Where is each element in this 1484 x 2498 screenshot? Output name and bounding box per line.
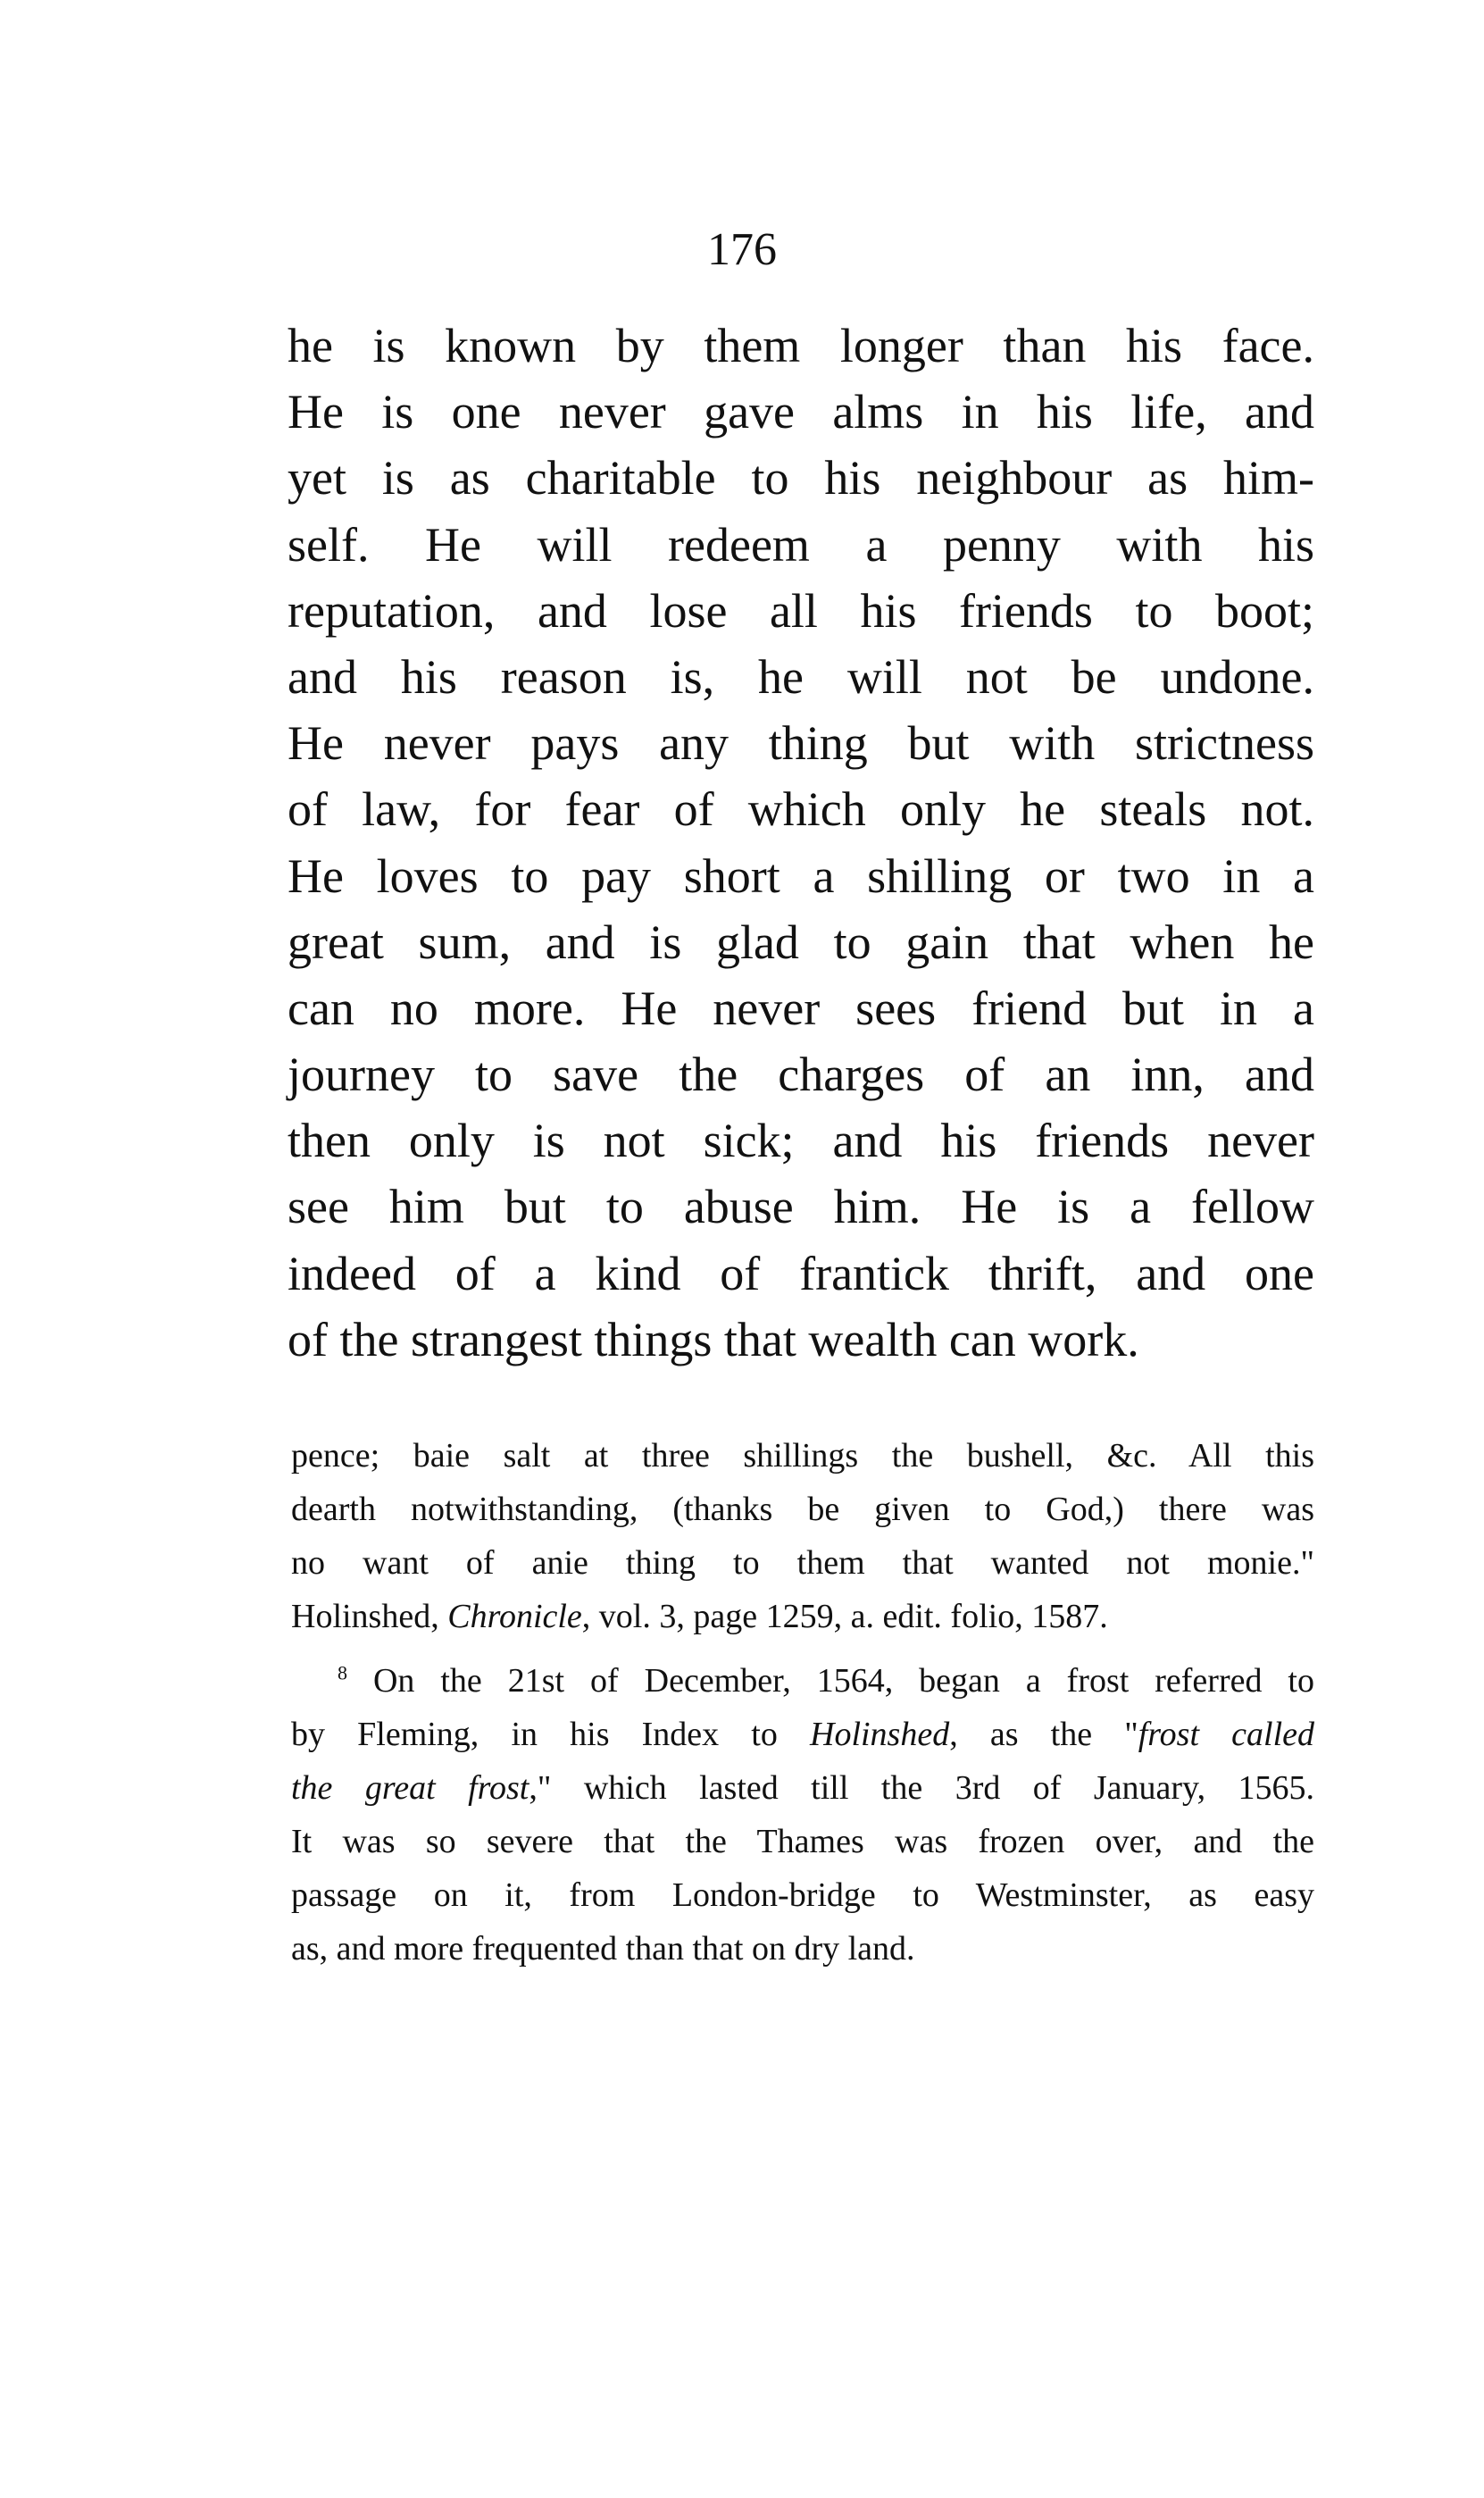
footnote-line	[291, 1590, 1314, 1643]
citation-title: Chronicle	[447, 1598, 582, 1635]
footnote-text: , as the "	[949, 1716, 1138, 1753]
text-line: then only is not sick; and his friends never	[288, 1114, 1314, 1168]
citation-title: Holinshed	[810, 1716, 950, 1753]
footnote-continued	[291, 1429, 1314, 1643]
text-line: and his reason is, he will not be undone.	[288, 649, 1314, 704]
footnote-line	[291, 1654, 1314, 1708]
footnote-8	[291, 1654, 1314, 1976]
footnote-line: pence; baie salt at three shillings the bushell, &c. All this	[291, 1437, 1314, 1475]
quoted-phrase: frost called	[1138, 1716, 1315, 1753]
footnote-line	[291, 1761, 1314, 1815]
text-line: of the strangest things that wealth can work.	[288, 1312, 1139, 1366]
text-line: self. He will redeem a penny with his	[288, 517, 1314, 572]
text-line: indeed of a kind of frantick thrift, and one	[288, 1246, 1314, 1300]
footnotes	[291, 1429, 1314, 1976]
text-line: of law, for fear of which only he steals not.	[288, 782, 1314, 837]
text-line: yet is as charitable to his neighbour as him-	[288, 451, 1314, 505]
text-line: journey to save the charges of an inn, and	[288, 1048, 1314, 1102]
footnote-text: by Fleming, in his Index to	[291, 1716, 810, 1753]
footnote-spacer	[291, 1643, 1314, 1654]
footnote-line	[291, 1708, 1314, 1761]
text-line: great sum, and is glad to gain that when he	[288, 915, 1314, 969]
text-line: see him but to abuse him. He is a fellow	[288, 1180, 1314, 1234]
text-line: He loves to pay short a shilling or two in a	[288, 848, 1314, 903]
main-text	[288, 313, 1314, 1373]
page-number: 176	[707, 224, 777, 275]
footnote-text: On the 21st of December, 1564, began a frost referred to	[347, 1662, 1314, 1700]
footnote-line: no want of anie thing to them that wanted not monie."	[291, 1544, 1314, 1582]
text-line: reputation, and lose all his friends to boot;	[288, 583, 1314, 638]
footnote-text: ," which lasted till the 3rd of January, 1565.	[529, 1769, 1314, 1807]
footnote-marker: 8	[338, 1661, 347, 1684]
footnote-line: dearth notwithstanding, (thanks be given to God,) there was	[291, 1491, 1314, 1528]
citation-detail: , vol. 3, page 1259, a. edit. folio, 1587.	[581, 1598, 1108, 1635]
text-line: He never pays any thing but with strictness	[288, 716, 1314, 771]
text-line: can no more. He never sees friend but in a	[288, 981, 1314, 1035]
footnote-line: passage on it, from London-bridge to Westminster, as easy	[291, 1876, 1314, 1914]
text-line: He is one never gave alms in his life, and	[288, 385, 1314, 439]
footnote-line: It was so severe that the Thames was frozen over, and the	[291, 1823, 1314, 1860]
citation-author: Holinshed,	[291, 1598, 448, 1635]
quoted-phrase: the great frost	[291, 1769, 529, 1807]
footnote-line: as, and more frequented than that on dry land.	[291, 1930, 915, 1967]
text-line: he is known by them longer than his face.	[288, 319, 1314, 372]
